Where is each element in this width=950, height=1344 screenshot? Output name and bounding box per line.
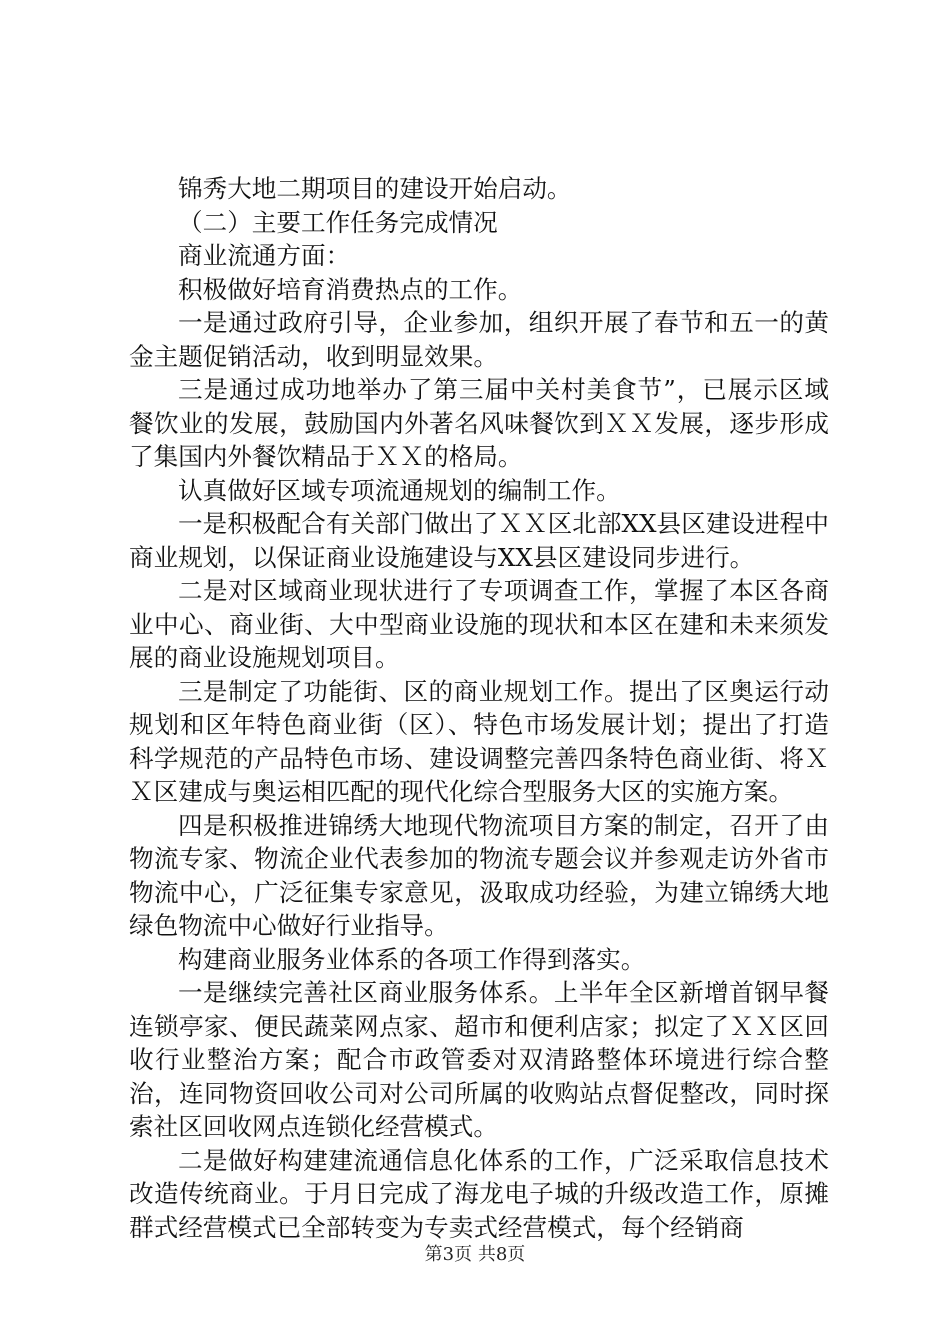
paragraph: 锦秀大地二期项目的建设开始启动。 [178, 174, 572, 203]
paragraph: 一是通过政府引导，企业参加，组织开展了春节和五一的黄金主题促销活动，收到明显效果。 [129, 308, 829, 371]
section-heading: （二）主要工作任务完成情况 [178, 207, 498, 237]
document-body [129, 172, 829, 1244]
paragraph: 一是继续完善社区商业服务体系。上半年全区新增首钢早餐连锁亭家、便民蔬菜网点家、超市和便利店家；拟定了ＸＸ区回收行业整治方案；配合市政管委对双清路整体环境进行综合整治，连同物资回收公司对公司所属的收购站点督促整改，同时探索社区回收网点连锁化经营模式。 [129, 978, 829, 1141]
paragraph: 构建商业服务业体系的各项工作得到落实。 [178, 944, 646, 974]
paragraph: 认真做好区域专项流通规划的编制工作。 [178, 475, 621, 505]
paragraph: 一是积极配合有关部门做出了ＸＸ区北部XX县区建设进程中商业规划，以保证商业设施建设与XX县区建设同步进行。 [129, 509, 829, 572]
paragraph: 三是制定了功能街、区的商业规划工作。提出了区奥运行动规划和区年特色商业街（区）、特色市场发展计划；提出了打造科学规范的产品特色市场、建设调整完善四条特色商业街、将ＸＸ区建成与奥运相匹配的现代化综合型服务大区的实施方案。 [129, 676, 829, 806]
page-footer: 第3页 共8页 [424, 1244, 526, 1265]
paragraph: 积极做好培育消费热点的工作。 [178, 274, 523, 304]
paragraph: 三是通过成功地举办了第三届中关村美食节”，已展示区域餐饮业的发展，鼓励国内外著名风味餐饮到ＸＸ发展，逐步形成了集国内外餐饮精品于ＸＸ的格局。 [129, 375, 829, 471]
paragraph: 二是对区域商业现状进行了专项调查工作，掌握了本区各商业中心、商业街、大中型商业设施的现状和本区在建和未来须发展的商业设施规划项目。 [129, 576, 829, 672]
paragraph: 二是做好构建建流通信息化体系的工作，广泛采取信息技术改造传统商业。于月日完成了海龙电子城的升级改造工作，原摊群式经营模式已全部转变为专卖式经营模式，每个经销商 [129, 1145, 829, 1242]
subsection-heading: 商业流通方面： [178, 241, 351, 270]
paragraph: 四是积极推进锦绣大地现代物流项目方案的制定，召开了由物流专家、物流企业代表参加的物流专题会议并参观走访外省市物流中心，广泛征集专家意见，汲取成功经验，为建立锦绣大地绿色物流中心做好行业指导。 [129, 810, 829, 940]
